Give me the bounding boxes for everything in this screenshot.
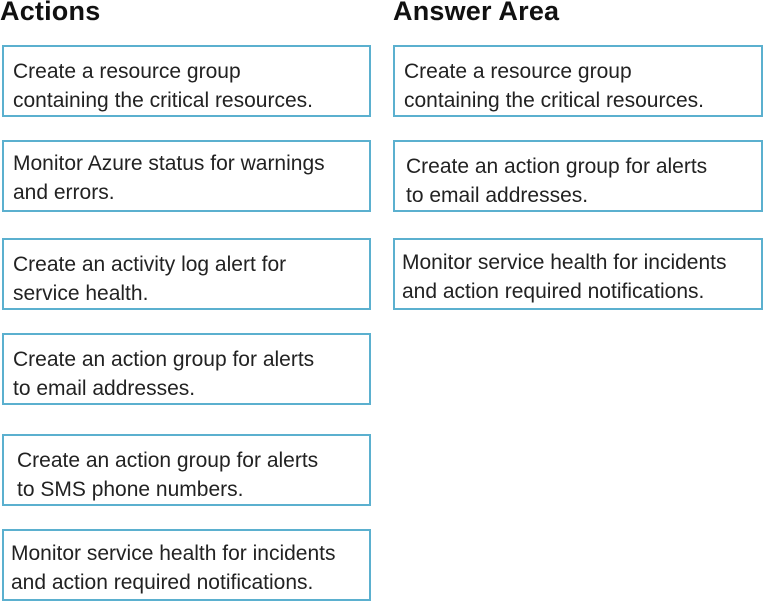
answer-card-line: to email addresses. [406, 184, 589, 207]
action-card-create-resource-group[interactable] [2, 45, 371, 117]
action-card-line: service health. [13, 282, 149, 305]
action-card-line: Monitor Azure status for warnings [13, 152, 325, 175]
action-card-line: and errors. [13, 181, 115, 204]
action-card-line: containing the critical resources. [13, 89, 313, 112]
action-card-line: to email addresses. [13, 377, 196, 400]
actions-heading: Actions [0, 0, 101, 26]
answer-card-line: and action required notifications. [402, 280, 705, 303]
action-card-monitor-service-health[interactable] [2, 529, 371, 601]
action-card-activity-log-alert[interactable] [2, 238, 371, 310]
action-card-line: Monitor service health for incidents [11, 542, 336, 565]
action-card-line: Create a resource group [13, 60, 241, 83]
action-card-line: Create an activity log alert for [13, 253, 287, 276]
action-card-line: Create an action group for alerts [17, 449, 319, 472]
answer-card-line: Monitor service health for incidents [402, 251, 727, 274]
answer-card-line: Create an action group for alerts [406, 155, 708, 178]
action-card-line: and action required notifications. [11, 571, 314, 594]
answer-card-create-resource-group[interactable] [393, 45, 763, 117]
action-card-action-group-sms[interactable] [2, 434, 371, 506]
action-card-action-group-email[interactable] [2, 333, 371, 405]
action-card-line: Create an action group for alerts [13, 348, 315, 371]
answer-card-action-group-email[interactable] [393, 140, 763, 212]
action-card-line: to SMS phone numbers. [17, 478, 244, 501]
answer-card-line: containing the critical resources. [404, 89, 704, 112]
action-card-monitor-azure-status[interactable] [2, 140, 371, 212]
answer-card-monitor-service-health[interactable] [393, 238, 763, 310]
answer-area-heading: Answer Area [393, 0, 560, 26]
answer-card-line: Create a resource group [404, 60, 632, 83]
